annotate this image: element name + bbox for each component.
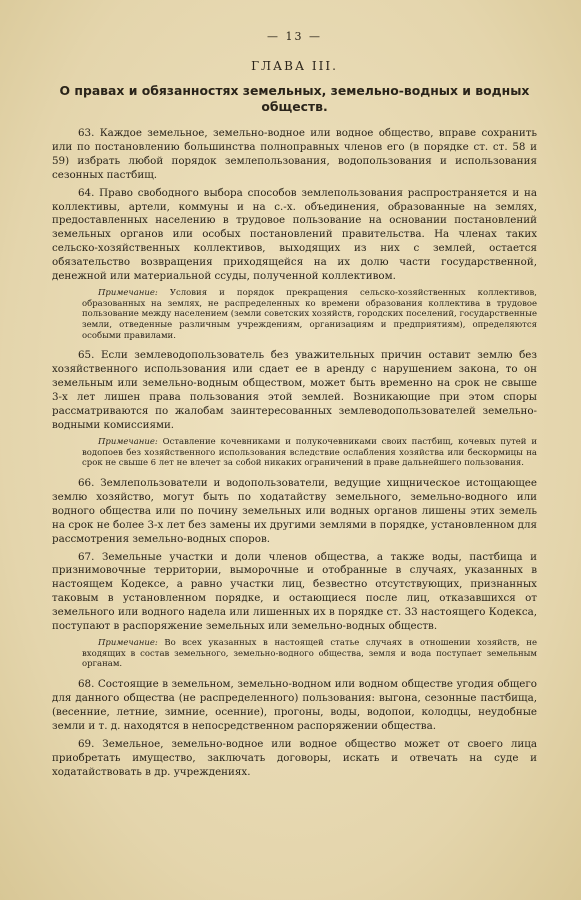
article-68: 68. Состоящие в земельном, земельно-водном или водном обществе угодия общего для данного общества (не распределенного) пользования: выгона, сезонные пастбища, (весенние, летние, зимние, осенние), прогоны, воды, водопои, колодцы, неудобные земли и т. д. находятся в непосредственном распоряжении общества. (52, 678, 537, 732)
article-63: 63. Каждое земельное, земельно-водное или водное общество, вправе сохранить или по постановлению большинства полноправных членов его (в порядке ст. ст. 58 и 59) избрать любой порядок землепользования, водопользования и использования сезонных пастбищ. (52, 127, 537, 181)
note-article-64 (82, 288, 537, 342)
note-article-67 (82, 638, 537, 670)
note-article-65 (82, 437, 537, 469)
page-number: — 13 — (267, 30, 322, 43)
note-text: Во всех указанных в настоящей статье случаях в отношении хозяйств, не входящих в состав земельного, земельно-водного общества, земля и вода поступает земельным органам. (82, 638, 537, 670)
note-label: Примечание: (98, 436, 158, 447)
note-label: Примечание: (98, 638, 158, 648)
article-67: 67. Земельные участки и доли членов общества, а также воды, пастбища и признимовочные территории, выморочные и отобранные в случаях, указанных в настоящем Кодексе, а равно участки лиц, безвестно отсутствующих, признанных таковым в установленном порядке, и остающиеся после лиц, отказавшихся от земельного или водного надела или лишенных их в порядке ст. 33 настоящего Кодекса, поступают в распоряжение земельных или земельно-водных обществ. (52, 550, 537, 633)
article-65: 65. Если землеводопользователь без уважительных причин оставит землю без хозяйственного использования или сдает ее в аренду с нарушением закона, то он земельным или земельно-водным обществом, может быть временно на срок не свыше 3-х лет лишен права пользования этой землей. Возникающие при этом споры рассматриваются по жалобам заинтересованных землеводопользователей земельно-водными комиссиями. (52, 349, 537, 432)
chapter-title: ГЛАВА III. (251, 59, 338, 73)
article-66: 66. Землепользователи и водопользователи, ведущие хищническое истощающее землю хозяйство, могут быть по ходатайству земельного, земельно-водного или водного общества или по почину земельных или водных органов лишены этих земель на срок не более 3-х лет без замены их другими землями в порядке, установленном для рассмотрения земельно-водных споров. (52, 477, 537, 545)
section-heading: О правах и обязанностях земельных, земельно-водных и водных обществ. (59, 83, 530, 114)
note-text: Условия и порядок прекращения сельско-хозяйственных коллективов, образованных на землях, не распределенных ко времени образования коллектива в трудовое пользование между населением (земли советских хозяйств, городских поселений, государственные земли, отведенные различным учреждениям, организациям и предприятиям), определяются особыми правилами. (82, 287, 537, 341)
note-label: Примечание: (98, 287, 158, 298)
article-69: 69. Земельное, земельно-водное или водное общество может от своего лица приобретать имущество, заключать договоры, искать и отвечать на суде и ходатайствовать в др. учреждениях. (52, 737, 537, 778)
article-64: 64. Право свободного выбора способов землепользования распространяется и на коллективы, артели, коммуны и на с.-х. объединения, образованные на землях, предоставленных населению в трудовое пользование на основании постановлений земельных органов или особых постановлений правительства. На членах таких сельско-хозяйственных коллективов, выходящих из них с землей, остается обязательство возвращения приходящейся на их долю части государственной, денежной или материальной ссуды, полученной коллективом. (52, 186, 537, 283)
note-text: Оставление кочевниками и полукочевниками своих пастбищ, кочевых путей и водопоев без хозяйственного использования вследствие ослабления хозяйства или бескормицы на срок не свыше 6 лет не влечет за собой никаких ограничений в праве дальнейшего пользования. (82, 436, 537, 469)
